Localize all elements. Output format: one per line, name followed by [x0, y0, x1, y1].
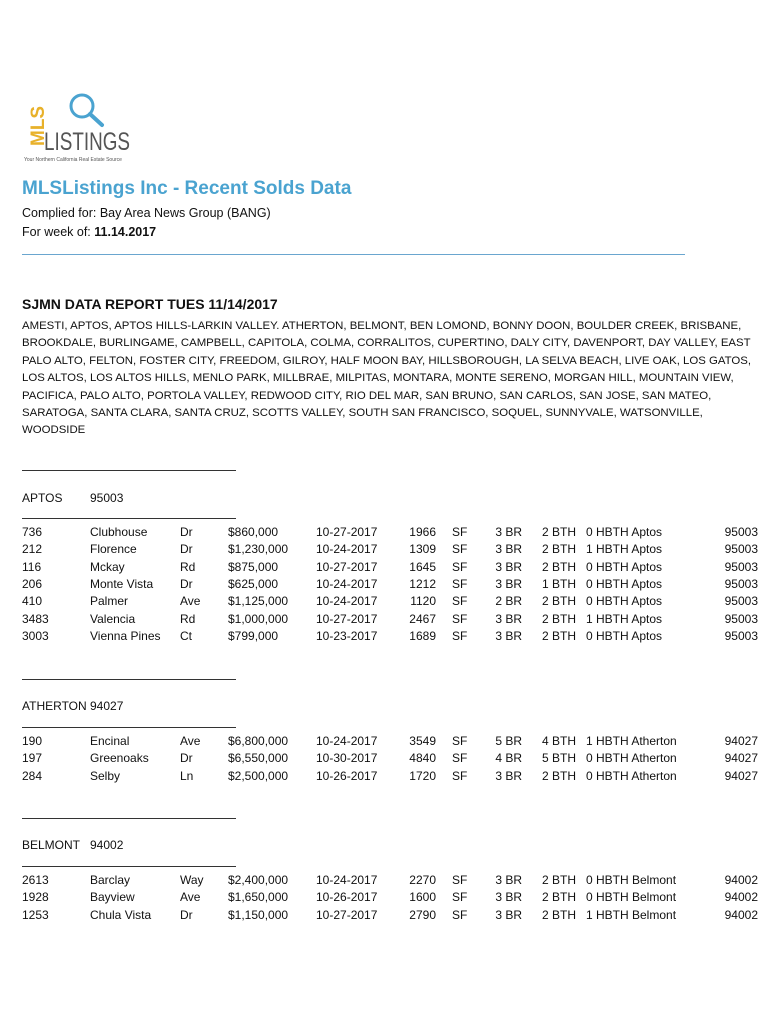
compiled-for-line — [22, 206, 271, 220]
bedrooms: 3 BR — [495, 576, 522, 591]
sale-price: $1,650,000 — [228, 890, 289, 905]
bedrooms: 3 BR — [495, 907, 522, 922]
street-suffix: Dr — [180, 576, 193, 591]
street-name: Vienna Pines — [90, 628, 161, 643]
section-rule-bottom — [22, 727, 236, 728]
house-number: 197 — [22, 751, 43, 766]
property-type: SF — [452, 559, 468, 574]
sale-date: 10-26-2017 — [316, 768, 378, 783]
sale-date: 10-26-2017 — [316, 890, 378, 905]
street-name: Mckay — [90, 559, 125, 574]
baths: 2 BTH — [542, 890, 577, 905]
baths: 2 BTH — [542, 907, 577, 922]
bedrooms: 3 BR — [495, 890, 522, 905]
property-type: SF — [452, 873, 468, 887]
sale-date: 10-27-2017 — [316, 611, 378, 626]
house-number: 3483 — [22, 611, 49, 626]
baths: 5 BTH — [542, 751, 577, 766]
zip-code: 95003 — [724, 611, 758, 626]
street-name: Encinal — [90, 734, 130, 748]
sale-date: 10-24-2017 — [316, 594, 378, 609]
baths: 4 BTH — [542, 734, 577, 748]
sale-row — [0, 873, 768, 890]
street-name: Palmer — [90, 594, 129, 609]
magnifier-logo-icon — [22, 92, 172, 164]
sale-row — [0, 560, 768, 577]
section-rule-bottom — [22, 866, 236, 867]
sale-price: $1,125,000 — [228, 594, 289, 609]
property-type: SF — [452, 768, 468, 783]
sale-row — [0, 769, 768, 786]
property-type: SF — [452, 525, 468, 539]
logo-tagline: Your Northern California Real Estate Source — [24, 157, 122, 163]
logo-wordmark-main: LISTINGS — [44, 128, 130, 156]
sale-row — [0, 542, 768, 559]
bedrooms: 2 BR — [495, 594, 522, 609]
zip-code: 94002 — [724, 907, 758, 922]
sale-date: 10-24-2017 — [316, 542, 378, 557]
property-type: SF — [452, 751, 468, 766]
bedrooms: 3 BR — [495, 628, 522, 643]
half-baths-city: 0 HBTH Aptos — [586, 559, 663, 574]
section-zip: 95003 — [90, 491, 124, 505]
sale-price: $6,800,000 — [228, 734, 289, 748]
section-rule-bottom — [22, 518, 236, 519]
baths: 2 BTH — [542, 768, 577, 783]
sale-price: $6,550,000 — [228, 751, 289, 766]
street-name: Chula Vista — [90, 907, 152, 922]
sale-row — [0, 629, 768, 646]
square-feet: 1120 — [410, 594, 436, 609]
section-city: APTOS — [22, 491, 63, 505]
square-feet: 3549 — [409, 734, 436, 748]
square-feet: 1212 — [409, 576, 436, 591]
sale-row — [0, 908, 768, 925]
bedrooms: 5 BR — [495, 734, 522, 748]
half-baths-city: 1 HBTH Aptos — [586, 542, 663, 557]
half-baths-city: 0 HBTH Aptos — [586, 594, 663, 609]
sale-price: $860,000 — [228, 525, 279, 539]
street-name: Greenoaks — [90, 751, 149, 766]
sale-date: 10-27-2017 — [316, 525, 378, 539]
baths: 2 BTH — [542, 594, 577, 609]
half-baths-city: 0 HBTH Aptos — [586, 525, 663, 539]
square-feet: 1966 — [409, 525, 436, 539]
sale-row — [0, 612, 768, 629]
zip-code: 94002 — [724, 890, 758, 905]
sale-row — [0, 751, 768, 768]
property-type: SF — [452, 542, 468, 557]
property-type: SF — [452, 734, 468, 748]
bedrooms: 3 BR — [495, 559, 522, 574]
house-number: 3003 — [22, 628, 49, 643]
property-type: SF — [452, 907, 468, 922]
bedrooms: 3 BR — [495, 768, 522, 783]
logo-wordmark-top: MLS — [28, 105, 49, 146]
square-feet: 2467 — [409, 611, 436, 626]
sale-date: 10-30-2017 — [316, 751, 378, 766]
section-rule-top — [22, 679, 236, 680]
bedrooms: 4 BR — [495, 751, 522, 766]
zip-code: 95003 — [724, 594, 758, 609]
house-number: 206 — [22, 576, 43, 591]
report-title: SJMN DATA REPORT TUES 11/14/2017 — [22, 296, 278, 312]
sale-price: $875,000 — [228, 559, 279, 574]
half-baths-city: 0 HBTH Aptos — [586, 628, 663, 643]
property-type: SF — [452, 576, 468, 591]
house-number: 1928 — [22, 890, 49, 905]
zip-code: 95003 — [724, 525, 758, 539]
zip-code: 94027 — [724, 768, 758, 783]
sale-price: $1,000,000 — [228, 611, 289, 626]
half-baths-city: 0 HBTH Atherton — [586, 768, 677, 783]
street-suffix: Rd — [180, 611, 196, 626]
street-name: Florence — [90, 542, 137, 557]
street-name: Selby — [90, 768, 121, 783]
zip-code: 95003 — [724, 628, 758, 643]
house-number: 410 — [22, 594, 43, 609]
baths: 1 BTH — [542, 576, 577, 591]
square-feet: 1720 — [409, 768, 436, 783]
week-of-line — [22, 225, 156, 239]
house-number: 212 — [22, 542, 43, 557]
baths: 2 BTH — [542, 628, 577, 643]
half-baths-city: 0 HBTH Belmont — [586, 890, 677, 905]
bedrooms: 3 BR — [495, 873, 522, 887]
baths: 2 BTH — [542, 559, 577, 574]
half-baths-city: 0 HBTH Aptos — [586, 576, 663, 591]
bedrooms: 3 BR — [495, 525, 522, 539]
sale-price: $625,000 — [228, 576, 279, 591]
compiled-for-label: Complied for: — [22, 206, 97, 220]
sale-date: 10-24-2017 — [316, 576, 378, 591]
sale-row — [0, 734, 768, 751]
property-type: SF — [452, 890, 468, 905]
sale-row — [0, 594, 768, 611]
sale-date: 10-24-2017 — [316, 734, 378, 748]
square-feet: 1309 — [409, 542, 436, 557]
property-type: SF — [452, 628, 468, 643]
baths: 2 BTH — [542, 525, 577, 539]
mlslistings-logo — [22, 92, 172, 164]
street-suffix: Dr — [180, 751, 193, 766]
square-feet: 1645 — [409, 559, 436, 574]
sale-date: 10-23-2017 — [316, 628, 378, 643]
zip-code: 95003 — [724, 576, 758, 591]
zip-code: 94027 — [724, 751, 758, 766]
sale-date: 10-24-2017 — [316, 873, 378, 887]
sale-price: $2,500,000 — [228, 768, 289, 783]
week-value: 11.14.2017 — [94, 225, 157, 239]
square-feet: 2270 — [409, 873, 436, 887]
zip-code: 95003 — [724, 559, 758, 574]
street-suffix: Ct — [180, 628, 192, 643]
zip-code: 95003 — [724, 542, 758, 557]
street-suffix: Dr — [180, 525, 193, 539]
street-suffix: Ave — [180, 734, 201, 748]
square-feet: 4840 — [409, 751, 436, 766]
zip-code: 94002 — [724, 873, 758, 887]
house-number: 1253 — [22, 907, 49, 922]
house-number: 190 — [22, 734, 43, 748]
sale-date: 10-27-2017 — [316, 559, 378, 574]
section-rule-top — [22, 470, 236, 471]
square-feet: 1600 — [409, 890, 436, 905]
sale-date: 10-27-2017 — [316, 907, 378, 922]
baths: 2 BTH — [542, 542, 577, 557]
property-type: SF — [452, 611, 468, 626]
bedrooms: 3 BR — [495, 542, 522, 557]
half-baths-city: 1 HBTH Belmont — [586, 907, 677, 922]
sale-price: $1,150,000 — [228, 907, 289, 922]
half-baths-city: 0 HBTH Belmont — [586, 873, 677, 887]
street-name: Valencia — [90, 611, 136, 626]
zip-code: 94027 — [724, 734, 758, 748]
street-name: Bayview — [90, 890, 135, 905]
header-divider — [22, 254, 685, 255]
baths: 2 BTH — [542, 873, 577, 887]
street-name: Monte Vista — [90, 576, 154, 591]
property-type: SF — [452, 594, 468, 609]
half-baths-city: 0 HBTH Atherton — [586, 751, 677, 766]
street-suffix: Dr — [180, 542, 193, 557]
city-list: AMESTI, APTOS, APTOS HILLS-LARKIN VALLEY. ATHERTON, BELMONT, BEN LOMOND, BONNY DOON, BOULDER CREEK, BRISBANE, BROOKDALE, BURLINGAME, CAMPBELL, CAPITOLA, COLMA, CORRALITOS, CUPERTINO, DALY CITY, DAVENPORT, DAY VALLEY, EAST PALO ALTO, FELTON, FOSTER CITY, FREEDOM, GILROY, HALF MOON BAY, HILLSBOROUGH, LA SELVA BEACH, LIVE OAK, LOS GATOS, LOS ALTOS, LOS ALTOS HILLS, MENLO PARK, MILLBRAE, MILPITAS, MONTARA, MONTE SERENO, MORGAN HILL, MOUNTAIN VIEW, PACIFICA, PALO ALTO, PORTOLA VALLEY, REDWOOD CITY, RIO DEL MAR, SAN BRUNO, SAN CARLOS, SAN JOSE, SAN MATEO, SARATOGA, SANTA CLARA, SANTA CRUZ, SCOTTS VALLEY, SOUTH SAN FRANCISCO, SOQUEL, SUNNYVALE, WATSONVILLE, WOODSIDE — [22, 320, 751, 437]
house-number: 2613 — [22, 873, 49, 887]
house-number: 116 — [22, 559, 42, 574]
house-number: 284 — [22, 768, 43, 783]
section-rule-top — [22, 818, 236, 819]
street-suffix: Rd — [180, 559, 196, 574]
street-suffix: Dr — [180, 907, 193, 922]
sale-row — [0, 577, 768, 594]
section-zip: 94002 — [90, 838, 124, 852]
sale-price: $2,400,000 — [228, 873, 289, 887]
sale-price: $1,230,000 — [228, 542, 289, 557]
street-suffix: Ln — [180, 768, 194, 783]
half-baths-city: 1 HBTH Atherton — [586, 734, 677, 748]
house-number: 736 — [22, 525, 43, 539]
square-feet: 2790 — [409, 907, 436, 922]
street-suffix: Ave — [180, 890, 201, 905]
square-feet: 1689 — [409, 628, 436, 643]
street-suffix: Way — [180, 873, 204, 887]
sale-row — [0, 525, 768, 542]
baths: 2 BTH — [542, 611, 577, 626]
street-suffix: Ave — [180, 594, 201, 609]
half-baths-city: 1 HBTH Aptos — [586, 611, 663, 626]
page-title: MLSListings Inc - Recent Solds Data — [22, 178, 352, 199]
street-name: Clubhouse — [90, 525, 148, 539]
section-zip: 94027 — [90, 699, 124, 713]
week-label: For week of: — [22, 225, 91, 239]
section-city: BELMONT — [22, 838, 81, 852]
street-name: Barclay — [90, 873, 131, 887]
sale-price: $799,000 — [228, 628, 279, 643]
sale-row — [0, 890, 768, 907]
compiled-for-value: Bay Area News Group (BANG) — [99, 206, 271, 220]
bedrooms: 3 BR — [495, 611, 522, 626]
section-city: ATHERTON — [22, 699, 87, 713]
